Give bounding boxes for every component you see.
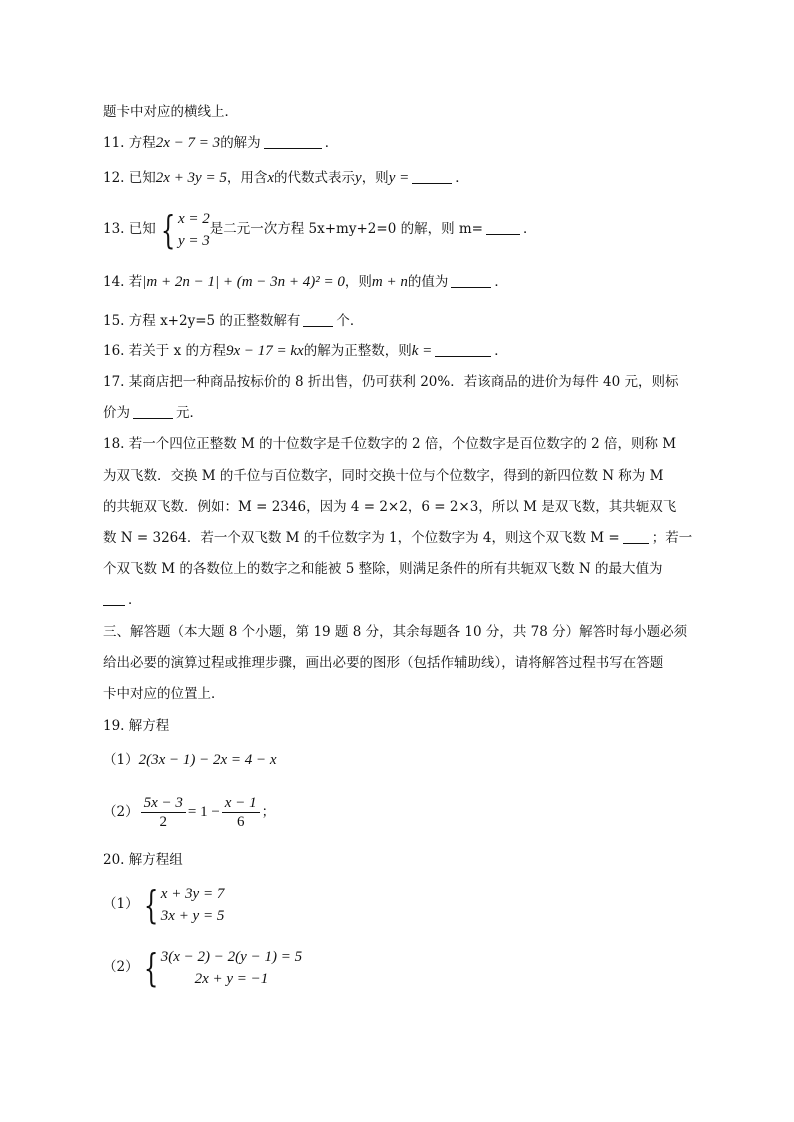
q14-mid1: ，则	[344, 274, 372, 290]
q12-var-x: x	[267, 170, 275, 186]
q13-answer-blank[interactable]	[486, 220, 520, 235]
question-20: 20. 解方程组	[103, 852, 183, 868]
q20-part1-row1: x + 3y = 7	[160, 885, 225, 902]
section-3-heading-line3: 卡中对应的位置上．	[103, 686, 225, 702]
q20-part2-label: （2）	[103, 959, 139, 975]
q20-part1-row2: 3x + y = 5	[160, 907, 225, 924]
q16-equation: 9x − 17 = kx	[225, 343, 304, 359]
q20-part2-row2: 2x + y = −1	[194, 970, 269, 987]
question-17-line1: 17. 某商店把一种商品按标价的 8 折出售，仍可获利 20%．若该商品的进价为每件 40 元，则标	[103, 374, 679, 390]
q11-number: 11.	[103, 135, 125, 151]
q18-answer-blank-2[interactable]	[103, 591, 125, 606]
q20-part2-brace: {	[143, 945, 158, 990]
q18-answer-blank-1[interactable]	[623, 529, 649, 544]
q13-system	[156, 207, 210, 252]
question-12	[103, 168, 469, 188]
q20-part2-row1: 3(x − 2) − 2(y − 1) = 5	[160, 948, 303, 965]
q16-prefix: 若关于 x 的方程	[128, 343, 226, 359]
q18-line4-prefix: 数 N = 3264．若一个双飞数 M 的千位数字为 1，个位数字为 4，则这个双飞数 M =	[103, 530, 620, 546]
q14-mid2: 的值为	[407, 274, 449, 290]
q11-answer-blank[interactable]	[264, 134, 322, 149]
q12-equation: 2x + 3y = 5	[155, 170, 227, 186]
q20-part1-label: （1）	[103, 896, 139, 912]
section-3-heading-line2: 给出必要的演算过程或推理步骤，画出必要的图形（包括作辅助线），请将解答过程书写在答题	[103, 655, 664, 671]
q12-answer-blank[interactable]	[412, 169, 452, 184]
q12-mid1: ，用含	[226, 170, 268, 186]
q18-line6-post: ．	[128, 592, 142, 608]
q20-part1-brace: {	[143, 882, 158, 927]
question-13	[103, 207, 536, 252]
q19-part1	[103, 750, 277, 770]
q14-answer-blank[interactable]	[451, 273, 491, 288]
question-18-line6	[103, 590, 142, 610]
q15-answer-blank[interactable]	[303, 312, 333, 327]
q11-post: ．	[324, 135, 339, 151]
q15-number: 15.	[103, 313, 125, 329]
question-16	[103, 341, 508, 361]
q13-row1: x = 2	[177, 210, 210, 227]
question-18-line1: 18. 若一个四位正整数 M 的十位数字是千位数字的 2 倍，个位数字是百位数字的 2 倍，则称 M	[103, 436, 677, 452]
question-18-line2: 为双飞数．交换 M 的千位与百位数字，同时交换十位与个位数字，得到的新四位数 N 称为 M	[103, 468, 664, 484]
q13-brace: {	[160, 207, 176, 252]
q17-prefix: 价为	[103, 405, 130, 421]
q12-var-y: y	[355, 170, 362, 186]
q20-part2	[103, 945, 302, 990]
q13-prefix: 已知	[128, 221, 156, 237]
question-15	[103, 311, 363, 331]
question-19: 19. 解方程	[103, 718, 170, 734]
q12-prefix: 已知	[128, 170, 156, 186]
q19-frac1-numerator: 5x − 3	[141, 794, 186, 813]
q12-y-equals: y =	[388, 170, 410, 186]
q12-mid3: ，则	[361, 170, 389, 186]
q15-prefix: 方程 x+2y=5 的正整数解有	[128, 313, 301, 329]
q19-part2	[103, 792, 275, 832]
q19-frac2-numerator: x − 1	[222, 794, 260, 813]
question-14	[103, 272, 508, 292]
q19-part2-label: （2）	[103, 804, 139, 820]
question-17-line2	[103, 403, 203, 423]
q14-prefix: 若	[128, 274, 143, 290]
q19-part2-mid: = 1 −	[187, 804, 220, 820]
q17-post: 元．	[176, 405, 203, 421]
continued-instruction: 题卡中对应的横线上．	[103, 104, 238, 120]
q16-mid: 的解为正整数，则	[303, 343, 412, 359]
q12-mid2: 的代数式表示	[274, 170, 356, 186]
q12-number: 12.	[103, 170, 125, 186]
section-3-heading-line1: 三、解答题（本大题 8 个小题，第 19 题 8 分，其余每题各 10 分，共 78 分）解答时每小题必须	[103, 624, 688, 640]
q17-answer-blank[interactable]	[133, 404, 173, 419]
q19-part1-label: （1）	[103, 752, 139, 768]
q16-answer-blank[interactable]	[435, 342, 491, 357]
q20-part1-system	[139, 882, 225, 927]
q16-k-equals: k =	[411, 343, 433, 359]
q16-number: 16.	[103, 343, 125, 359]
q20-part1	[103, 882, 224, 927]
q11-mid: 的解为	[220, 135, 261, 151]
q16-post: ．	[494, 343, 508, 359]
q18-line4-post: ；若一	[651, 530, 693, 546]
q19-part2-post: ；	[261, 804, 276, 820]
q13-row2: y = 3	[177, 232, 210, 249]
q13-mid: 是二元一次方程 5x+my+2=0 的解，则 m=	[209, 221, 483, 237]
q15-post: 个．	[336, 313, 364, 329]
q19-frac2-denominator: 6	[236, 814, 245, 830]
q20-part2-system	[139, 945, 302, 990]
q19-frac1-denominator: 2	[159, 814, 167, 830]
q19-part2-fraction2	[222, 794, 260, 831]
question-18-line3: 的共轭双飞数．例如：M = 2346，因为 4 = 2×2，6 = 2×3，所以 M 是双飞数，其共轭双飞	[103, 499, 677, 515]
q14-equation: |m + 2n − 1| + (m − 3n + 4)² = 0	[142, 274, 345, 290]
q11-prefix: 方程	[128, 135, 156, 151]
q11-equation: 2x − 7 = 3	[155, 135, 221, 151]
q14-number: 14.	[103, 274, 125, 290]
question-11	[103, 133, 338, 153]
q19-part1-equation: 2(3x − 1) − 2x = 4 − x	[138, 752, 277, 768]
q13-post: ．	[522, 221, 537, 237]
q14-post: ．	[494, 274, 508, 290]
question-18-line5: 个双飞数 M 的各数位上的数字之和能被 5 整除，则满足条件的所有共轭双飞数 N 的最大值为	[103, 561, 663, 577]
q12-post: ．	[455, 170, 469, 186]
q14-expr: m + n	[371, 274, 408, 290]
q13-number: 13.	[103, 221, 125, 237]
question-18-line4	[103, 528, 692, 548]
q19-part2-fraction1	[141, 794, 186, 831]
